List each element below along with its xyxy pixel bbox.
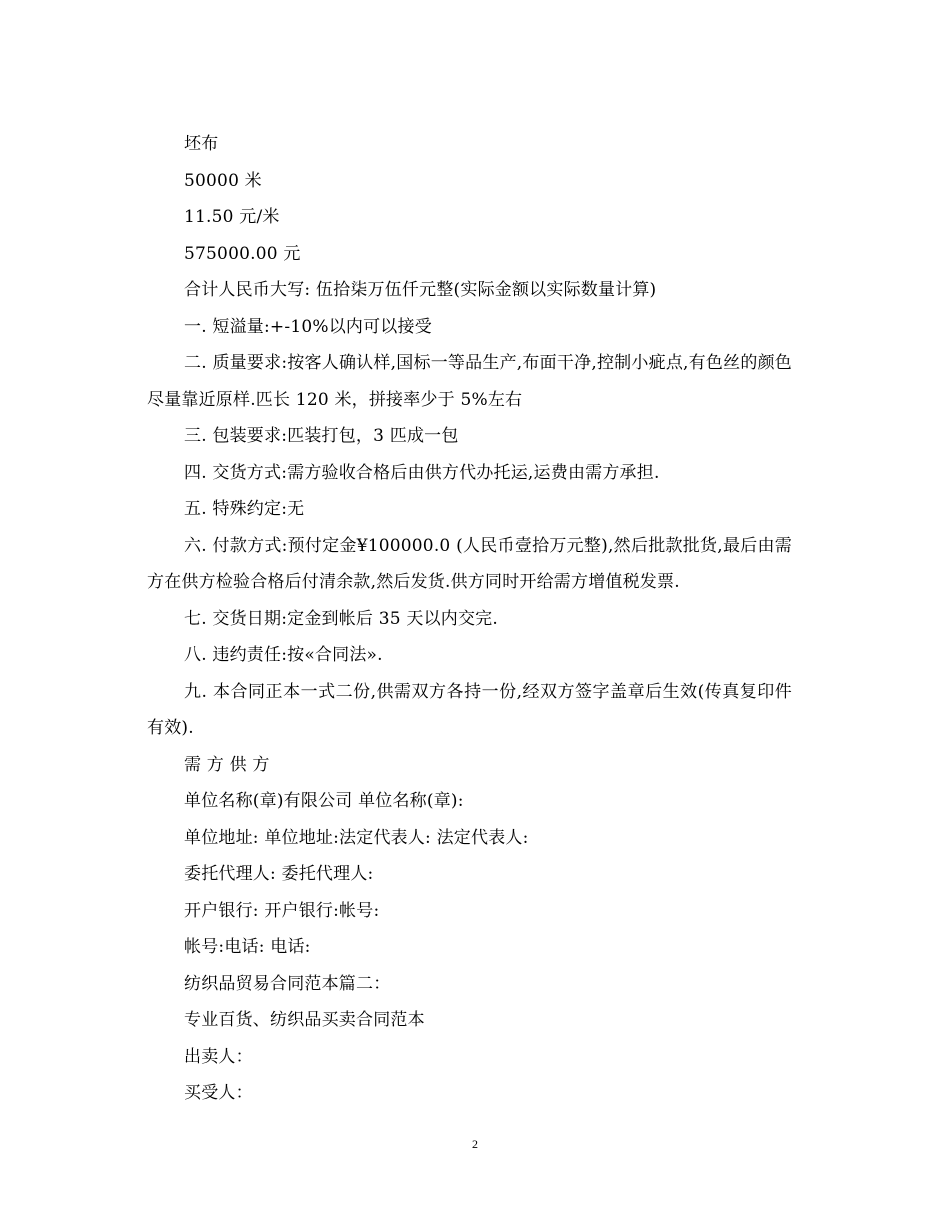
contract-title: 专业百货、纺织品买卖合同范本 [184,1010,425,1030]
signature-bank: 开户银行: 开户银行:帐号: [184,900,380,921]
signature-header: 需 方 供 方 [184,754,270,775]
signature-address: 单位地址: 单位地址:法定代表人: 法定代表人: [184,827,529,848]
signature-account: 帐号:电话: 电话: [184,937,311,957]
signature-company-name: 单位名称(章)有限公司 单位名称(章): [184,791,464,811]
buyer-label: 买受人： [184,1083,253,1103]
clause-8: 八. 违约责任:按«合同法». [184,645,383,665]
document-body [147,126,792,1112]
clause-5: 五. 特殊约定:无 [184,499,305,519]
clause-6: 六. 付款方式:预付定金¥100000.0 (人民币壹拾万元整),然后批款批货,最后由需方在供方检验合格后付清余款,然后发货.供方同时开给需方增值税发票. [147,535,792,592]
unit-price: 11.50 元/米 [184,207,280,227]
amount: 575000.00 元 [184,243,301,264]
seller-label: 出卖人： [184,1046,253,1067]
clause-7: 七. 交货日期:定金到帐后 35 天以内交完. [184,608,498,629]
clause-4: 四. 交货方式:需方验收合格后由供方代办托运,运费由需方承担. [184,462,660,483]
clause-2: 二. 质量要求:按客人确认样,国标一等品生产,布面干净,控制小疵点,有色丝的颜色尽量靠近原样.匹长 120 米，拼接率少于 5%左右 [147,353,792,410]
total-in-words: 合计人民币大写: 伍拾柒万伍仟元整(实际金额以实际数量计算) [184,280,657,300]
clause-3: 三. 包装要求:匹装打包，3 匹成一包 [184,426,459,446]
signature-agent: 委托代理人: 委托代理人: [184,864,374,884]
section-heading: 纺织品贸易合同范本篇二： [184,973,391,994]
quantity: 50000 米 [184,170,262,191]
clause-9: 九. 本合同正本一式二份,供需双方各持一份,经双方签字盖章后生效(传真复印件有效). [147,681,792,738]
product-name: 坯布 [184,134,219,154]
clause-1: 一. 短溢量:+-10%以内可以接受 [184,316,432,337]
page-number: 2 [472,1137,478,1151]
